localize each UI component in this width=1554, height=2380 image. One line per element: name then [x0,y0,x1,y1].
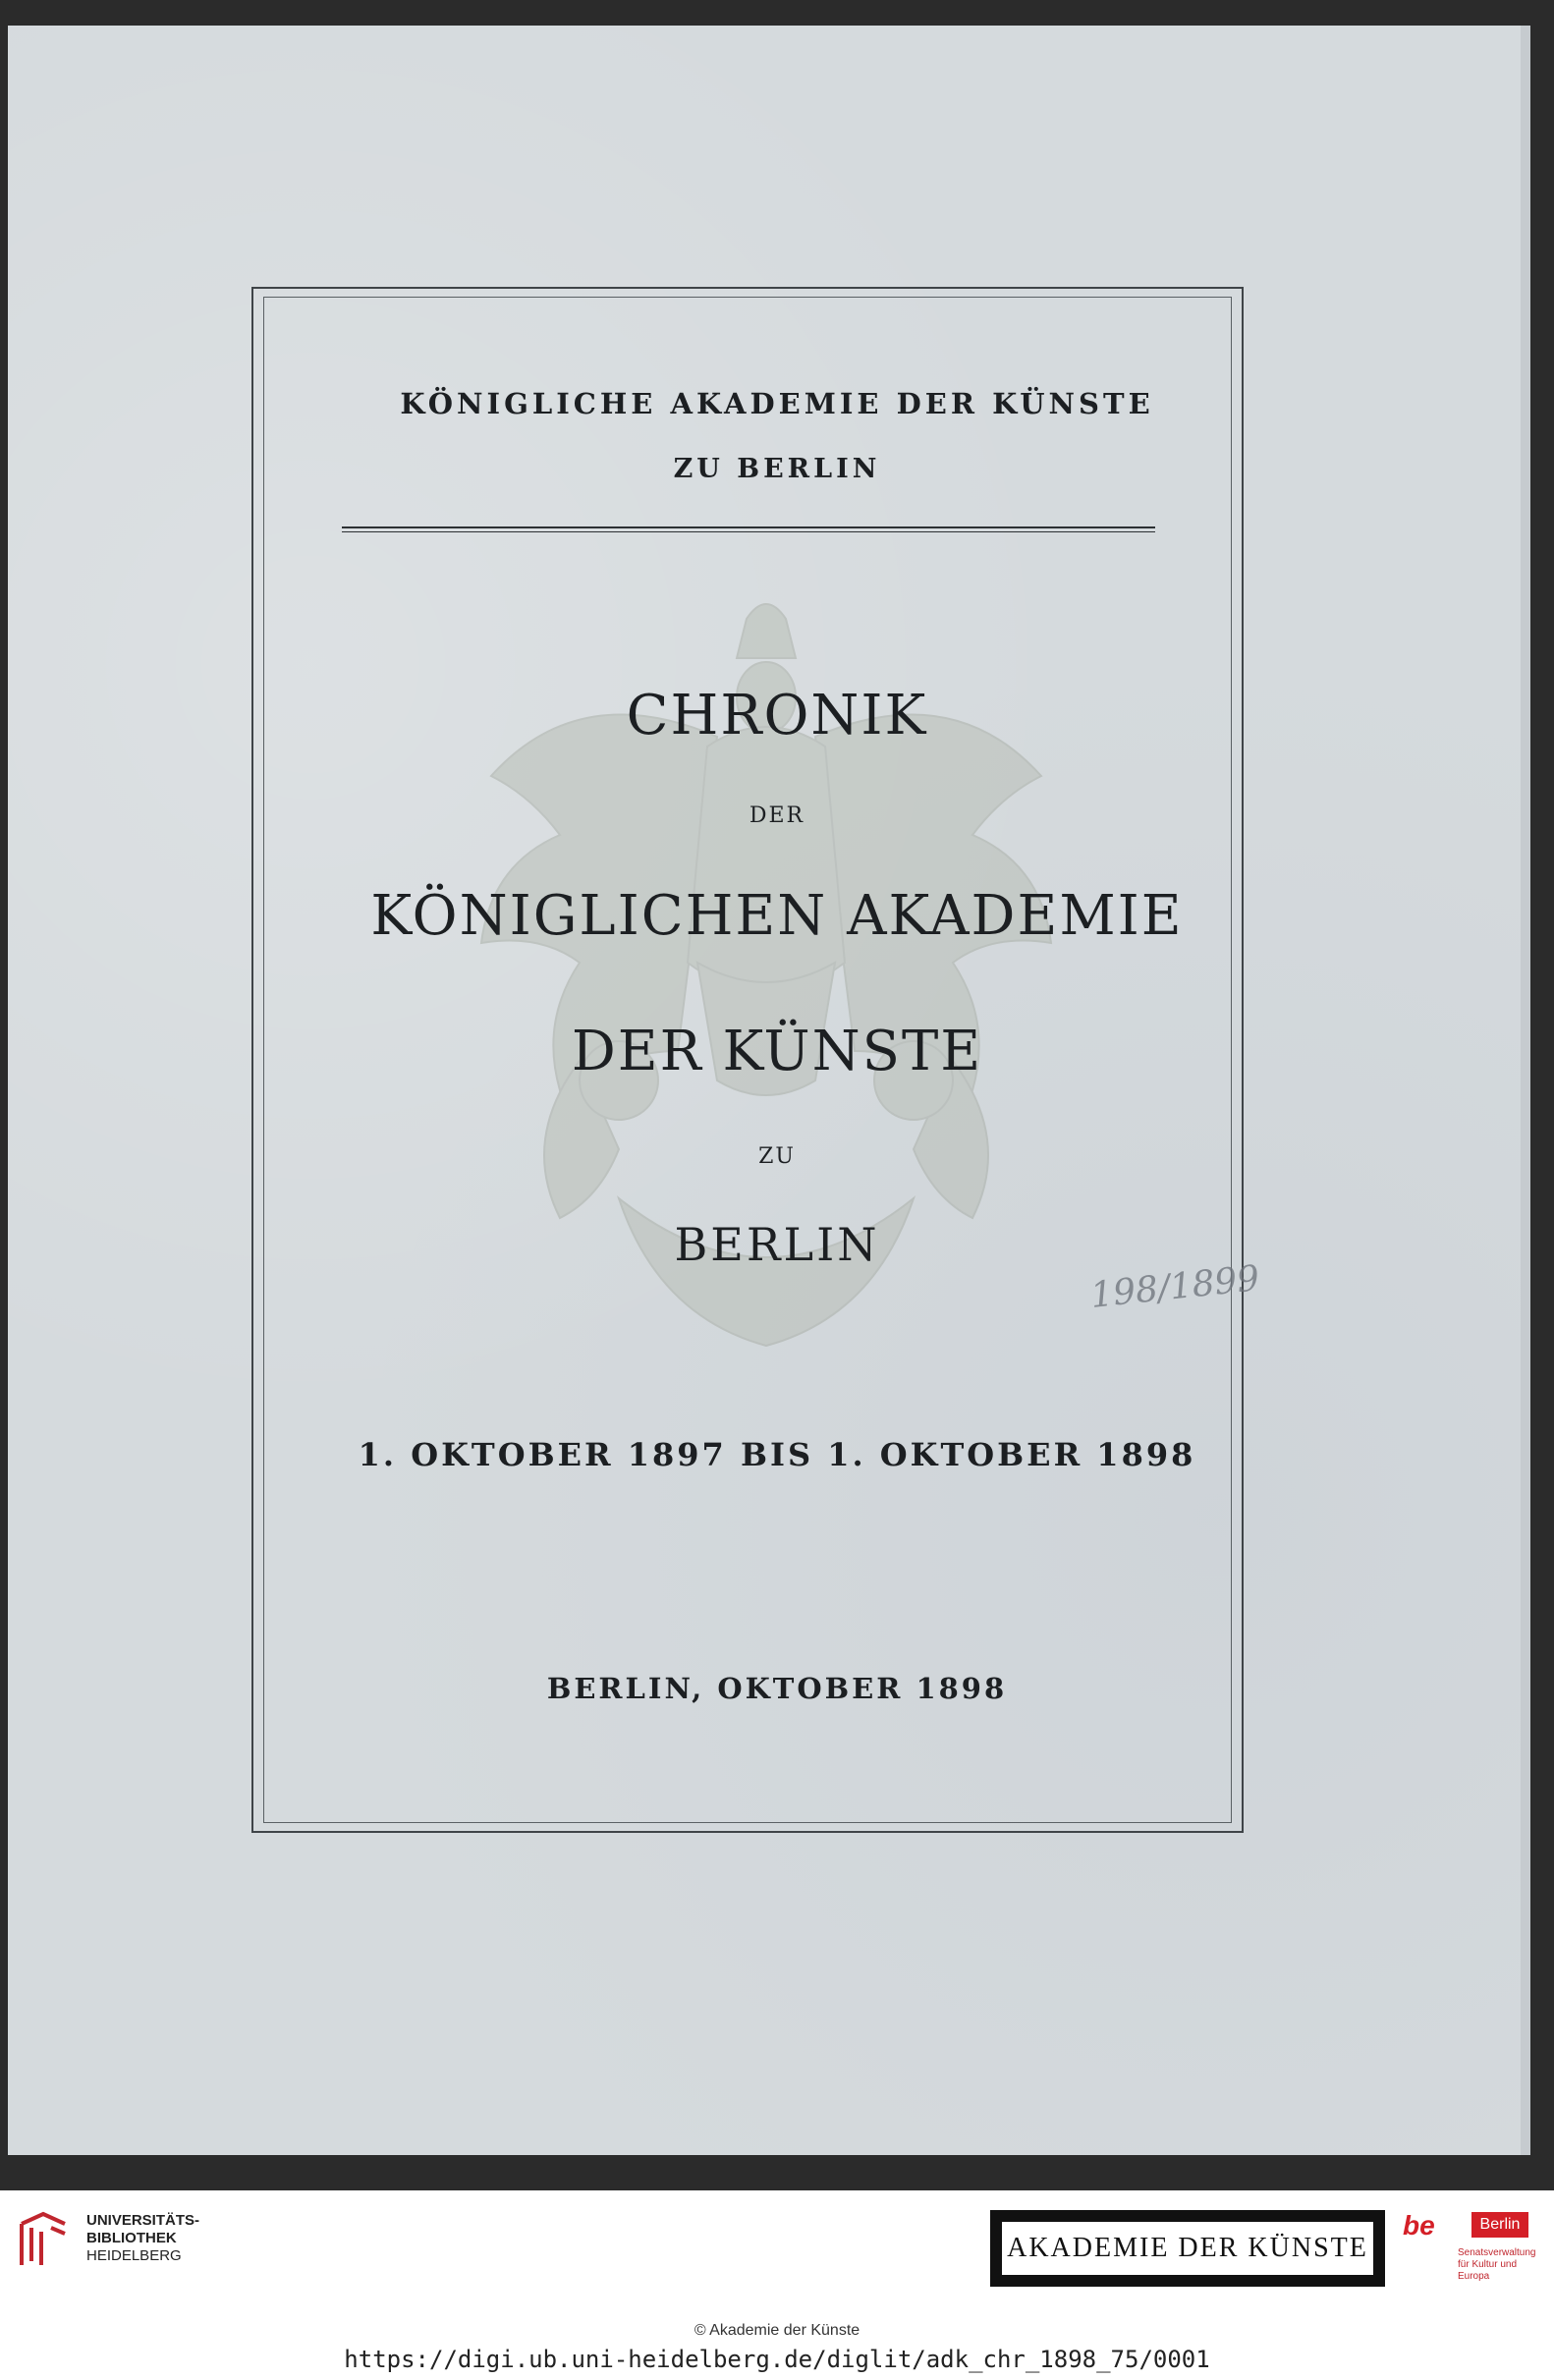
permalink-url[interactable]: https://digi.ub.uni-heidelberg.de/diglit/adk_chr_1898_75/0001 [344,2346,1210,2373]
berlin-sub-line-2: für Kultur und Europa [1458,2259,1518,2282]
date-range: 1. OKTOBER 1897 BIS 1. OKTOBER 1898 [358,1436,1196,1473]
header-line-1: KÖNIGLICHE AKADEMIE DER KÜNSTE [400,387,1154,420]
berlin-tag: Berlin [1471,2212,1528,2238]
ub-line-2: BIBLIOTHEK [86,2230,177,2246]
title-kuenste: DER KÜNSTE [571,1020,983,1083]
ub-heidelberg-name[interactable] [86,2212,199,2265]
title-der: DER [749,803,805,828]
cover-edge [1521,26,1530,2155]
berlin-sub-line-1: Senatsverwaltung [1458,2247,1536,2258]
title-akademie: KÖNIGLICHEN AKADEMIE [370,884,1184,948]
adk-logo-text: AKADEMIE DER KÜNSTE [1002,2222,1373,2275]
berlin-be-mark: be [1403,2210,1435,2241]
header-rule [342,526,1155,532]
title-chronik: CHRONIK [626,684,928,747]
adk-logo[interactable] [990,2210,1385,2287]
ub-heidelberg-logo-icon [16,2210,73,2269]
title-berlin: BERLIN [674,1218,880,1271]
copyright-notice: © Akademie der Künste [694,2322,860,2339]
place-date: BERLIN, OKTOBER 1898 [546,1672,1008,1705]
ub-line-1: UNIVERSITÄTS- [86,2212,200,2229]
header-line-2: ZU BERLIN [673,454,881,484]
handwritten-shelfmark: 198/1899 [1088,1258,1262,1316]
ub-line-3: HEIDELBERG [86,2247,182,2264]
title-zu: ZU [758,1144,796,1169]
berlin-sub-text [1458,2247,1536,2283]
berlin-senate-logo[interactable] [1403,2208,1536,2289]
